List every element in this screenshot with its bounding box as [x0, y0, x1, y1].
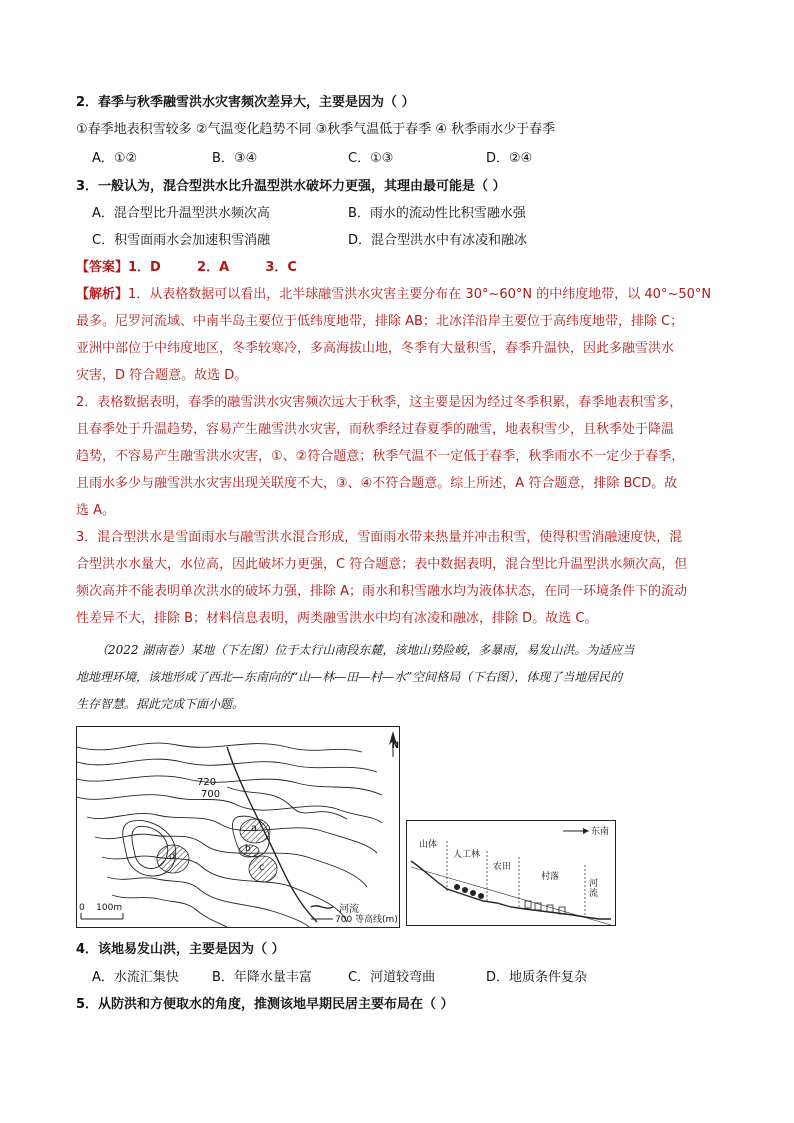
area-label-b: b: [245, 844, 251, 854]
profile-svg: [407, 821, 615, 925]
analysis-line-7: 趋势，不容易产生融雪洪水灾害，①、②符合题意；秋季气温不一定低于春季，秋季雨水不一定少于春季，: [76, 449, 685, 464]
intro-line-2: 地地理环境，该地形成了西北—东南向的“山—林—田—村—水”空间格局（下右图），体现了当地居民的: [76, 670, 623, 684]
q2-option-b: B．③④: [212, 151, 258, 166]
north-label: N: [391, 741, 399, 751]
q4-option-b: B．年降水量丰富: [212, 970, 312, 985]
q2-statements: ①春季地表积雪较多 ②气温变化趋势不同 ③秋季气温低于春季 ④ 秋季雨水少于春季: [76, 122, 556, 137]
analysis-line-11: 合型洪水水量大，水位高，因此破坏力更强，C 符合题意；表中数据表明，混合型比升温型洪水频次高，但: [76, 557, 688, 572]
profile-label-village: 村落: [541, 872, 560, 882]
intro-line-3: 生存智慧。据此完成下面小题。: [76, 697, 245, 711]
answer-label: 【答案】: [76, 260, 129, 275]
q3-option-a: A．混合型比升温型洪水频次高: [92, 206, 270, 221]
contour-map: [76, 726, 400, 928]
analysis-line-8: 且雨水多少与融雪洪水灾害出现关联度不大，③、④不符合题意。综上所述，A 符合题意，排除 BCD。故: [76, 476, 678, 491]
q2-option-a: A．①②: [92, 151, 138, 166]
profile-label-forest: 人工林: [453, 850, 481, 860]
intro-line-1: （2022 湖南卷）某地（下左图）位于太行山南段东麓，该地山势险峻，多暴雨，易发山洪。为适应当: [96, 643, 635, 657]
analysis-line-10: 3．混合型洪水是雪面雨水与融雪洪水混合形成，雪面雨水带来热量并冲击积雪，使得积雪消融速度快，混: [76, 530, 683, 545]
analysis-line-9: 选 A。: [76, 503, 116, 518]
analysis-text: 1．从表格数据可以看出，北半球融雪洪水灾害主要分布在 30°~60°N 的中纬度地带，以 40°~50°N: [128, 287, 712, 302]
q4-option-d: D．地质条件复杂: [486, 970, 588, 985]
profile-label-mountain: 山体: [419, 840, 438, 850]
q3-option-c: C．积雪面雨水会加速积雪消融: [92, 233, 271, 248]
q3-option-b: B．雨水的流动性比积雪融水强: [348, 206, 526, 221]
q3-stem: 3．一般认为，混合型洪水比升温型洪水破坏力更强，其理由最可能是（ ）: [76, 179, 506, 194]
q5-stem: 5．从防洪和方便取水的角度，推测该地早期民居主要布局在（ ）: [76, 997, 454, 1012]
answer-text: 1．D 2．A 3．C: [128, 260, 297, 275]
legend-contour: 700 等高线(m): [335, 915, 398, 925]
analysis-line-4: 灾害，D 符合题意。故选 D。: [76, 368, 248, 383]
area-label-a: a: [251, 823, 258, 834]
analysis-label: 【解析】: [76, 287, 129, 302]
q2-option-c: C．①③: [348, 151, 394, 166]
q4-option-c: C．河道较弯曲: [348, 970, 436, 985]
legend-river: 河流: [339, 904, 359, 915]
contour-label-720: 720: [197, 777, 217, 788]
scale-label: 0 100m: [79, 903, 123, 913]
area-label-d: d: [169, 851, 176, 862]
profile-direction: 东南: [591, 827, 610, 837]
analysis-line-12: 频次高并不能表明单次洪水的破坏力强，排除 A；雨水和积雪融水均为液体状态，在同一环境条件下的流动: [76, 584, 688, 599]
analysis-line-1: [76, 286, 711, 304]
q2-option-d: D．②④: [486, 151, 533, 166]
q4-option-a: A．水流汇集快: [92, 970, 179, 985]
profile-label-river: 河流: [589, 879, 599, 899]
profile-diagram: [406, 820, 616, 926]
analysis-line-5: 2．表格数据表明，春季的融雪洪水灾害频次远大于秋季，这主要是因为经过冬季积累，春季地表积雪多，: [76, 395, 683, 410]
contour-map-svg: [77, 727, 399, 927]
analysis-line-6: 且春季处于升温趋势，容易产生融雪洪水灾害，而秋季经过春夏季的融雪，地表积雪少，且秋季处于降温: [76, 422, 675, 437]
profile-label-farmland: 农田: [493, 862, 512, 872]
q3-option-d: D．混合型洪水中有冰凌和融冰: [348, 233, 528, 248]
analysis-line-3: 亚洲中部位于中纬度地区，冬季较寒冷，多高海拔山地，冬季有大量积雪，春季升温快，因此多融雪洪水: [76, 341, 675, 356]
answer-line: [76, 259, 297, 277]
area-label-c: c: [259, 862, 265, 873]
q4-stem: 4．该地易发山洪，主要是因为（ ）: [76, 942, 285, 957]
analysis-line-2: 最多。尼罗河流域、中南半岛主要位于低纬度地带，排除 AB；北冰洋沿岸主要位于高纬度地带，排除 C；: [76, 314, 684, 329]
contour-label-700: 700: [201, 789, 221, 800]
analysis-line-13: 性差异不大，排除 B；材料信息表明，两类融雪洪水中均有冰凌和融冰，排除 D。故选 C。: [76, 611, 598, 626]
q2-stem: 2．春季与秋季融雪洪水灾害频次差异大，主要是因为（ ）: [76, 95, 415, 110]
